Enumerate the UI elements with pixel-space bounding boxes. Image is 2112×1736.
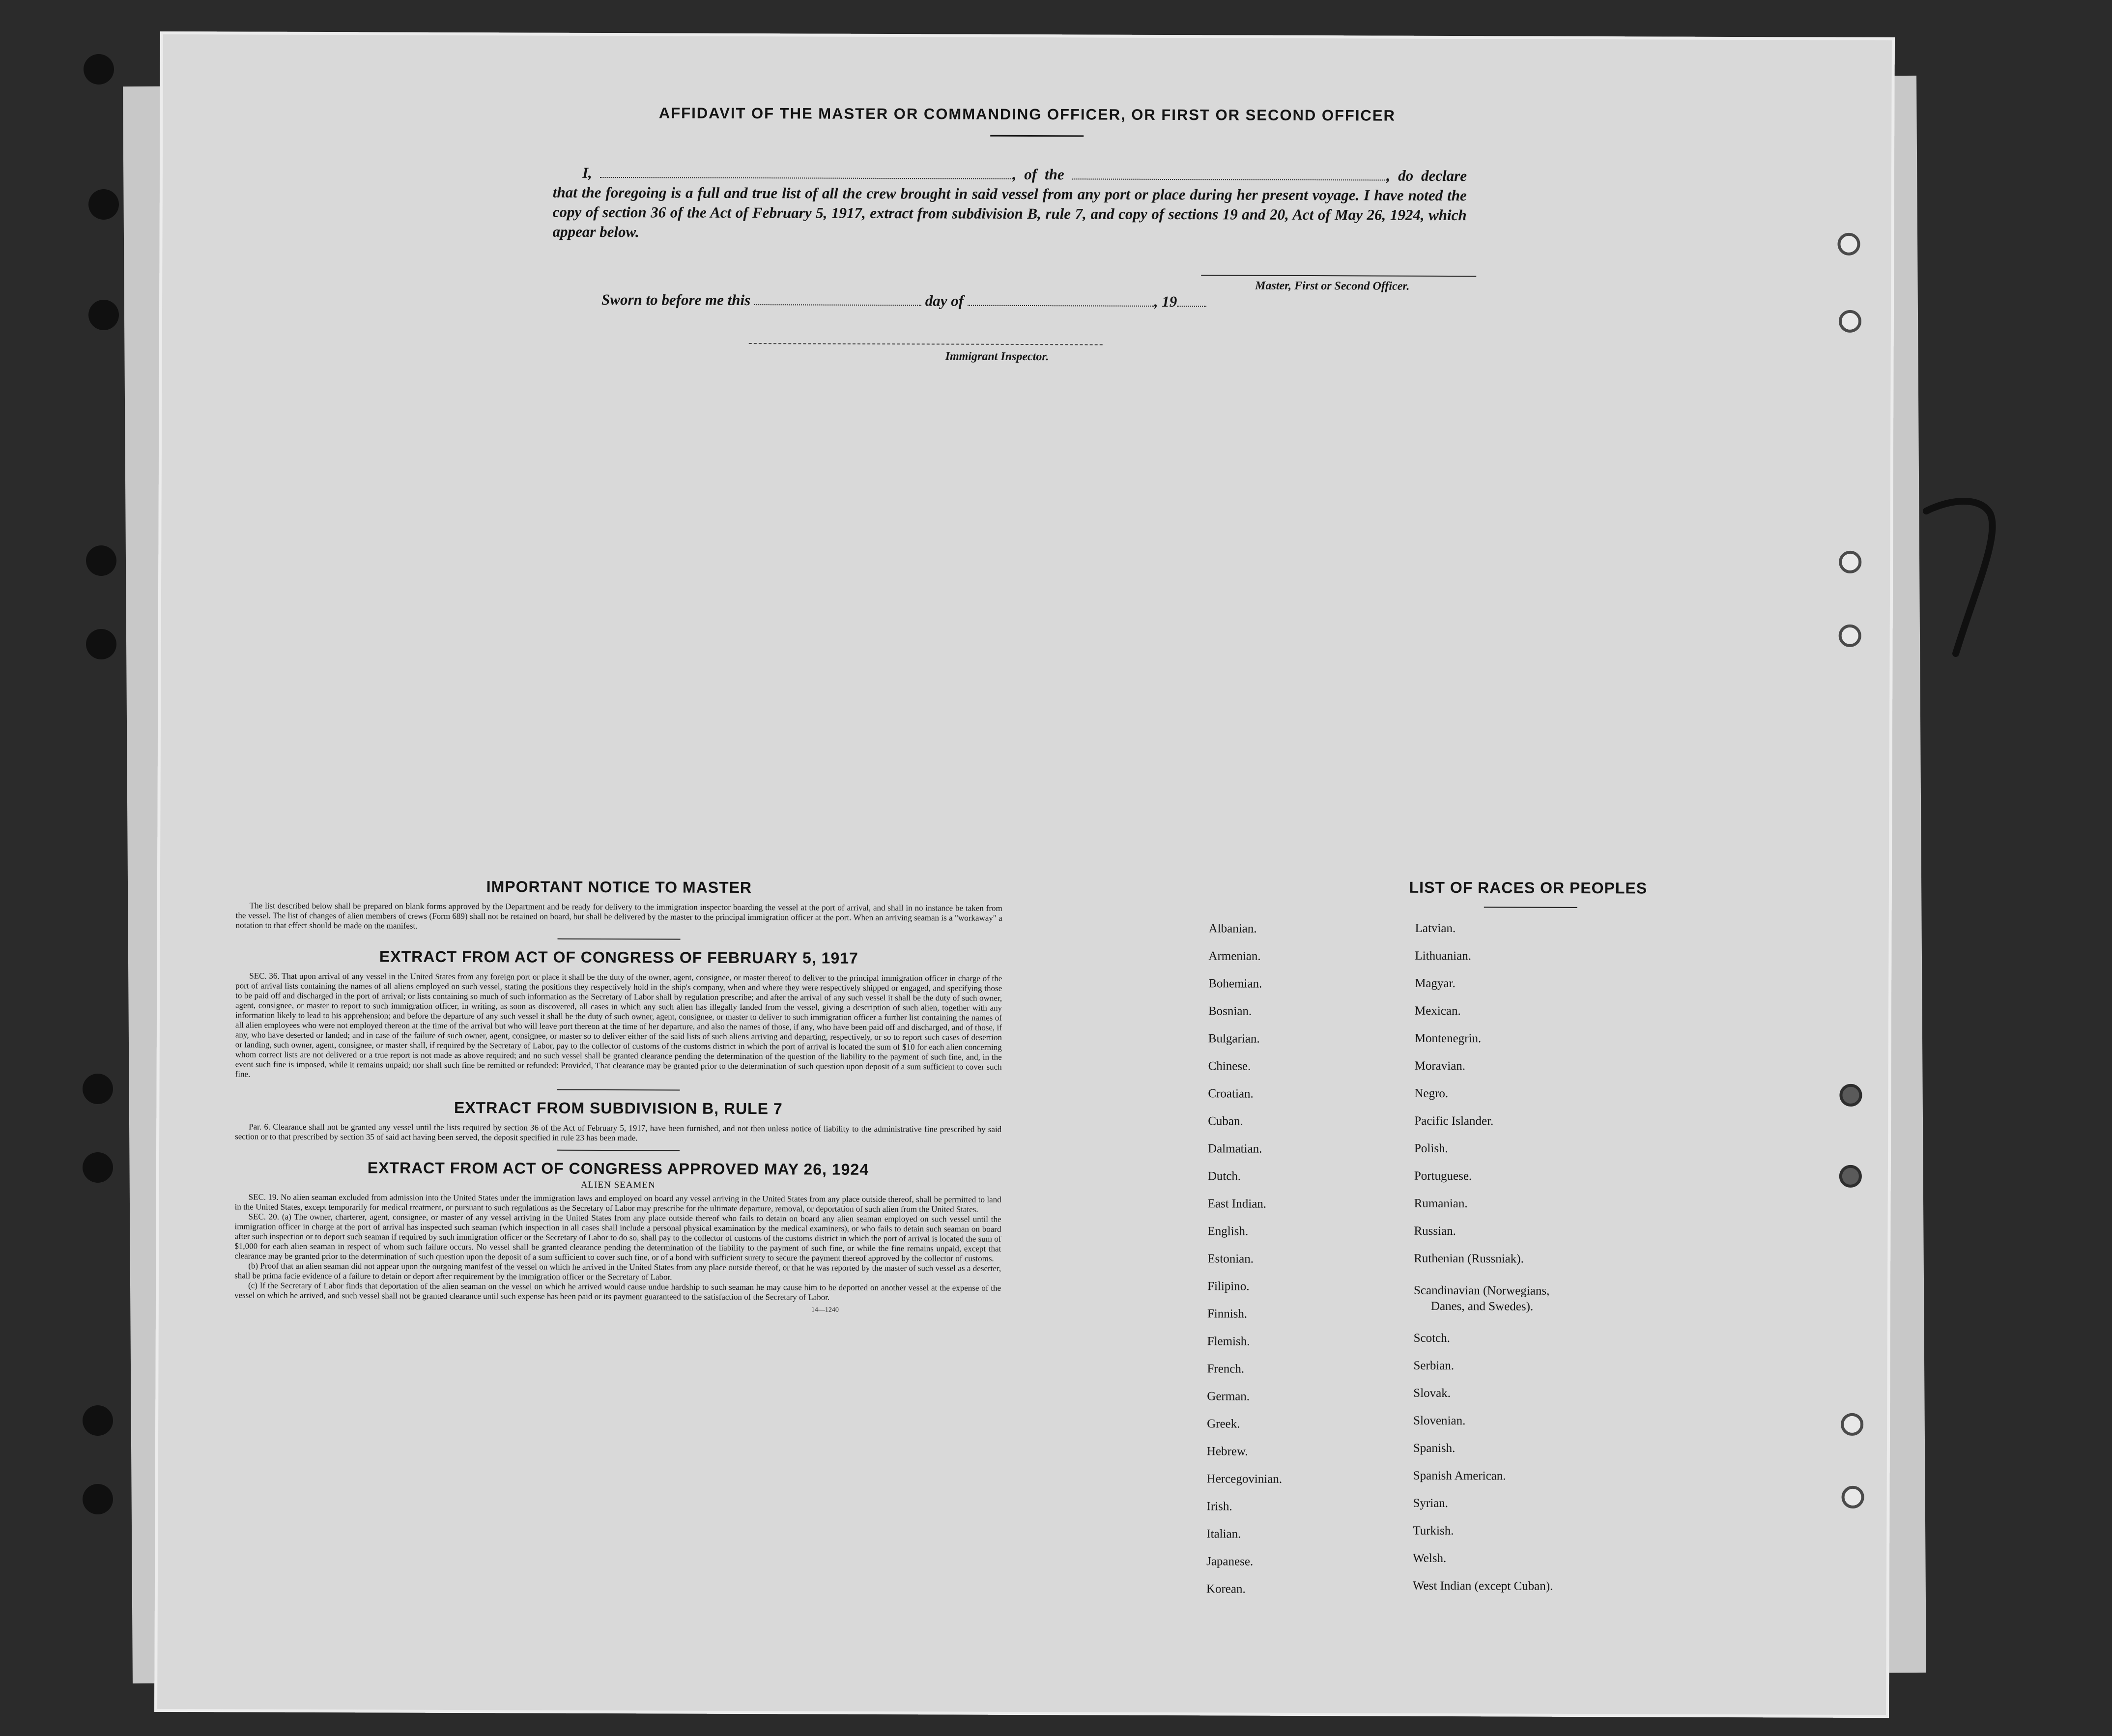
race-item: Syrian. xyxy=(1413,1496,1449,1510)
binder-ring xyxy=(1842,1486,1864,1508)
race-item: French. xyxy=(1207,1362,1245,1376)
binder-ring xyxy=(1839,310,1861,333)
race-item: Latvian. xyxy=(1415,921,1456,936)
month-blank xyxy=(968,292,1154,307)
race-item: Finnish. xyxy=(1207,1307,1248,1321)
separator xyxy=(557,1089,680,1091)
race-item: Dalmatian. xyxy=(1208,1142,1262,1156)
punch-hole xyxy=(83,1152,113,1183)
race-item: Irish. xyxy=(1206,1500,1232,1513)
race-item: German. xyxy=(1207,1390,1250,1403)
affidavit-of-the: , of the xyxy=(1012,165,1064,183)
handwritten-mark xyxy=(1916,491,2015,668)
alien-seamen-subtitle: ALIEN SEAMEN xyxy=(580,1179,656,1191)
races-title-rule xyxy=(1484,907,1577,908)
race-item: Lithuanian. xyxy=(1415,949,1472,963)
punch-hole xyxy=(83,1484,113,1514)
race-item: Polish. xyxy=(1414,1141,1448,1156)
affidavit-i: I, xyxy=(582,164,592,181)
race-item: Flemish. xyxy=(1207,1335,1250,1348)
sec20c-text: (c) If the Secretary of Labor finds that deportation of the alien seaman on the vessel on which he arrived would cause undue hardship to such seaman he may cause him to be deported on another vessel at the expense of the vessel on which he arrived, and such vessel shall not be granted clearance until such expense has been paid or its payment guaranteed to the satisfaction of the Secretary of Labor. xyxy=(234,1281,1001,1302)
race-item: Scandinavian (Norwegians, xyxy=(1414,1283,1550,1298)
rule7-text: Par. 6. Clearance shall not be granted any vessel until the lists required by section 36 of the Act of February 5, 1917, have been furnished, and not then unless notice of liability to the administrative fine prescribed by said section or to that prescribed by section 35 of said act having been served, the deposit specified in rule 23 has been made. xyxy=(235,1122,1002,1143)
race-item: Slovak. xyxy=(1413,1386,1451,1400)
punch-hole xyxy=(88,300,119,330)
race-item: Estonian. xyxy=(1207,1252,1254,1266)
name-blank xyxy=(600,164,1013,179)
race-item: Korean. xyxy=(1206,1582,1246,1596)
separator xyxy=(557,1150,680,1151)
day-blank xyxy=(754,291,921,306)
race-item: Armenian. xyxy=(1208,949,1261,963)
title-rule xyxy=(990,135,1084,137)
race-item: Cuban. xyxy=(1208,1114,1243,1128)
notices-column xyxy=(234,877,1002,1321)
race-item: Bohemian. xyxy=(1208,977,1262,991)
race-item: Negro. xyxy=(1414,1086,1449,1101)
form-number: 14—1240 xyxy=(811,1306,839,1314)
sec20a-text: SEC. 20. (a) The owner, charterer, agent, consignee, or master of any vessel arriving in the United States from any place outside thereof who fails to detain on board any alien seaman employed on such vessel until the immigration officer in charge at the port of arrival has inspected such seaman (which inspection in all cases shall include a personal physical examination by the medical examiners), or who fails to detain such seaman on board after such inspection or to deport such seaman if required by such immigration officer or the Secretary of Labor to do so, shall pay to the collector of customs of the customs district in which the port of arrival is located the sum of $1,000 for each alien seaman in respect of whom such failure occurs. No vessel shall be granted clearance pending the determination of the liability to the payment of such fine, or while the fine remains unpaid, except that clearance may be granted prior to the determination of such question upon the deposit of a sum sufficient to cover such fine, or of a bond with sufficient surety to secure the payment thereof approved by the collector of customs. xyxy=(234,1212,1001,1263)
binder-ring xyxy=(1837,233,1860,256)
race-item: Greek. xyxy=(1207,1417,1240,1431)
binder-ring xyxy=(1839,1084,1862,1107)
punch-hole xyxy=(86,629,116,659)
affidavit-title: AFFIDAVIT OF THE MASTER OR COMMANDING OFFICER, OR FIRST OR SECOND OFFICER xyxy=(658,104,1396,124)
sec36-text: SEC. 36. That upon arrival of any vessel in the United States from any foreign port or place it shall be the duty of the owner, agent, consignee, or master thereof to deliver to the principal immigration officer in charge of the port of arrival lists containing the names of all aliens employed on such vessel, stating the positions they respectively hold in the ship's company, when and where they were respectively shipped or engaged, and specifying those to be paid off and discharged in the port of arrival; or lists containing so much of such information as the Secretary of Labor shall by regulation prescribe; and after the arrival of any such vessel it shall be the duty of such owner, agent, consignee, or master to report to such immigration officer, in writing, as soon as discovered, all cases in which any such alien has illegally landed from the vessel, giving a description of such alien, together with any information likely to lead to his apprehension; and before the departure of any such vessel it shall be the duty of such owner, agent, consignee, or master to deliver to such immigration officer a further list containing the names of all alien employees who were not employed thereon at the time of the arrival but who will leave port thereon at the time of her departure, and also the names of those, if any, who have been paid off and discharged, and of those, if any, who have deserted or landed; and in case of the failure of such owner, agent, consignee, or master so to deliver either of the said lists of such aliens arriving and departing, respectively, or so to report such cases of desertion or landing, such owner, agent, consignee, or master shall, if required by the Secretary of Labor, pay to the collector of customs of the customs district in which the port of arrival is located the sum of $10 for each alien concerning whom correct lists are not delivered or a true report is not made as above required; and no such vessel shall be granted clearance pending the determination of the question of the liability to the payment of such fine, and, in the event such fine is imposed, while it remains unpaid; nor shall such fine be remitted or refunded: Provided, That clearance may be granted prior to the determination of such question upon deposit of a sum sufficient to cover such fine. xyxy=(235,971,1002,1079)
rule7-title: EXTRACT FROM SUBDIVISION B, RULE 7 xyxy=(454,1098,783,1118)
race-item: Mexican. xyxy=(1414,1004,1461,1018)
race-item: Albanian. xyxy=(1208,922,1257,936)
master-signature-line xyxy=(1201,275,1476,277)
race-item: Bosnian. xyxy=(1208,1004,1252,1018)
race-item: Filipino. xyxy=(1207,1280,1250,1293)
binder-ring xyxy=(1839,1165,1862,1188)
inspector-signature-line xyxy=(749,343,1103,345)
race-item: Hebrew. xyxy=(1206,1445,1248,1458)
notice-title: IMPORTANT NOTICE TO MASTER xyxy=(486,878,752,897)
extract-1924-title: EXTRACT FROM ACT OF CONGRESS APPROVED MAY 26, 1924 xyxy=(367,1159,869,1178)
race-item: English. xyxy=(1207,1224,1249,1238)
race-item: Italian. xyxy=(1206,1527,1241,1541)
race-item: Danes, and Swedes). xyxy=(1430,1299,1534,1313)
punch-hole xyxy=(84,54,114,85)
sworn-line xyxy=(601,291,1206,311)
separator xyxy=(558,939,681,940)
race-item: Chinese. xyxy=(1208,1059,1251,1073)
race-item: Japanese. xyxy=(1206,1555,1254,1568)
punch-hole xyxy=(83,1074,113,1104)
race-item: Bulgarian. xyxy=(1208,1032,1260,1046)
document-page xyxy=(154,31,1895,1718)
extract-1917-title: EXTRACT FROM ACT OF CONGRESS OF FEBRUARY 5, 1917 xyxy=(379,947,858,967)
race-item: Serbian. xyxy=(1413,1359,1455,1373)
sec20b-text: (b) Proof that an alien seaman did not appear upon the outgoing manifest of the vessel on which he arrived in the United States from any place outside thereof, or that he was reported by the master of such vessel as a deserter, shall be prima facie evidence of a failure to detain or deport after requirement by the immigration officer or the Secretary of Labor. xyxy=(234,1261,1001,1282)
race-item: Pacific Islander. xyxy=(1414,1114,1494,1128)
race-item: Ruthenian (Russniak). xyxy=(1414,1252,1524,1266)
race-item: Spanish. xyxy=(1413,1441,1456,1455)
race-item: Montenegrin. xyxy=(1414,1031,1482,1046)
year-blank xyxy=(1177,293,1206,307)
race-item: Spanish American. xyxy=(1413,1469,1506,1483)
master-label: Master, First or Second Officer. xyxy=(1255,279,1410,293)
race-item: Welsh. xyxy=(1413,1551,1447,1565)
race-item: Slovenian. xyxy=(1413,1414,1466,1428)
inspector-label: Immigrant Inspector. xyxy=(945,350,1049,364)
day-of-text: day of xyxy=(925,292,964,310)
binder-ring xyxy=(1841,1413,1863,1436)
race-item: Portuguese. xyxy=(1414,1169,1472,1183)
punch-hole xyxy=(86,545,116,576)
race-item: Rumanian. xyxy=(1414,1196,1468,1211)
race-item: Moravian. xyxy=(1414,1059,1466,1073)
race-item: West Indian (except Cuban). xyxy=(1412,1579,1553,1593)
affidavit-statement: that the foregoing is a full and true list of all the crew brought in said vessel from any port or place during her present voyage. I have noted the copy of section 36 of the Act of February 5, 1917, extract from subdivision B, rule 7, and copy of sections 19 and 20, Act of May 26, 1924, which appear below. xyxy=(552,183,1467,241)
race-item: Hercegovinian. xyxy=(1206,1472,1283,1486)
race-item: Turkish. xyxy=(1413,1524,1454,1538)
sworn-text: Sworn to before me this xyxy=(601,290,751,309)
binder-ring xyxy=(1839,625,1861,647)
race-item: Dutch. xyxy=(1207,1169,1241,1183)
punch-hole xyxy=(88,189,119,220)
sec19-text: SEC. 19. No alien seaman excluded from admission into the United States under the immigration laws and employed on board any vessel arriving in the United States from any place outside thereof, shall be permitted to land in the United States, except temporarily for medical treatment, or pursuant to such regulations as the Secretary of Labor may prescribe for the ultimate departure, removal, or deportation of such alien from the United States. xyxy=(234,1192,1001,1214)
affidavit-declare: , do declare xyxy=(1386,167,1467,185)
year-text: , 19 xyxy=(1154,292,1177,311)
race-item: East Indian. xyxy=(1207,1197,1267,1211)
race-item: Russian. xyxy=(1414,1224,1456,1238)
binder-ring xyxy=(1839,551,1861,573)
vessel-blank xyxy=(1072,166,1387,180)
notice-body: The list described below shall be prepared on blank forms approved by the Department and be ready for delivery to the immigration inspector boarding the vessel at the port of arrival, and shall in no instance be taken from the vessel. The list of changes of alien members of crews (Form 689) shall not be retained on board, but shall be delivered by the master to the principal immigration officer at the port. When an arriving seaman is a "workaway" a notation to that effect should be made on the manifest. xyxy=(235,901,1002,931)
race-item: Magyar. xyxy=(1415,976,1456,991)
race-item: Scotch. xyxy=(1413,1331,1451,1345)
punch-hole xyxy=(83,1405,113,1436)
race-item: Croatian. xyxy=(1208,1087,1254,1101)
races-title: LIST OF RACES OR PEOPLES xyxy=(1409,878,1648,897)
affidavit-body xyxy=(552,163,1467,245)
